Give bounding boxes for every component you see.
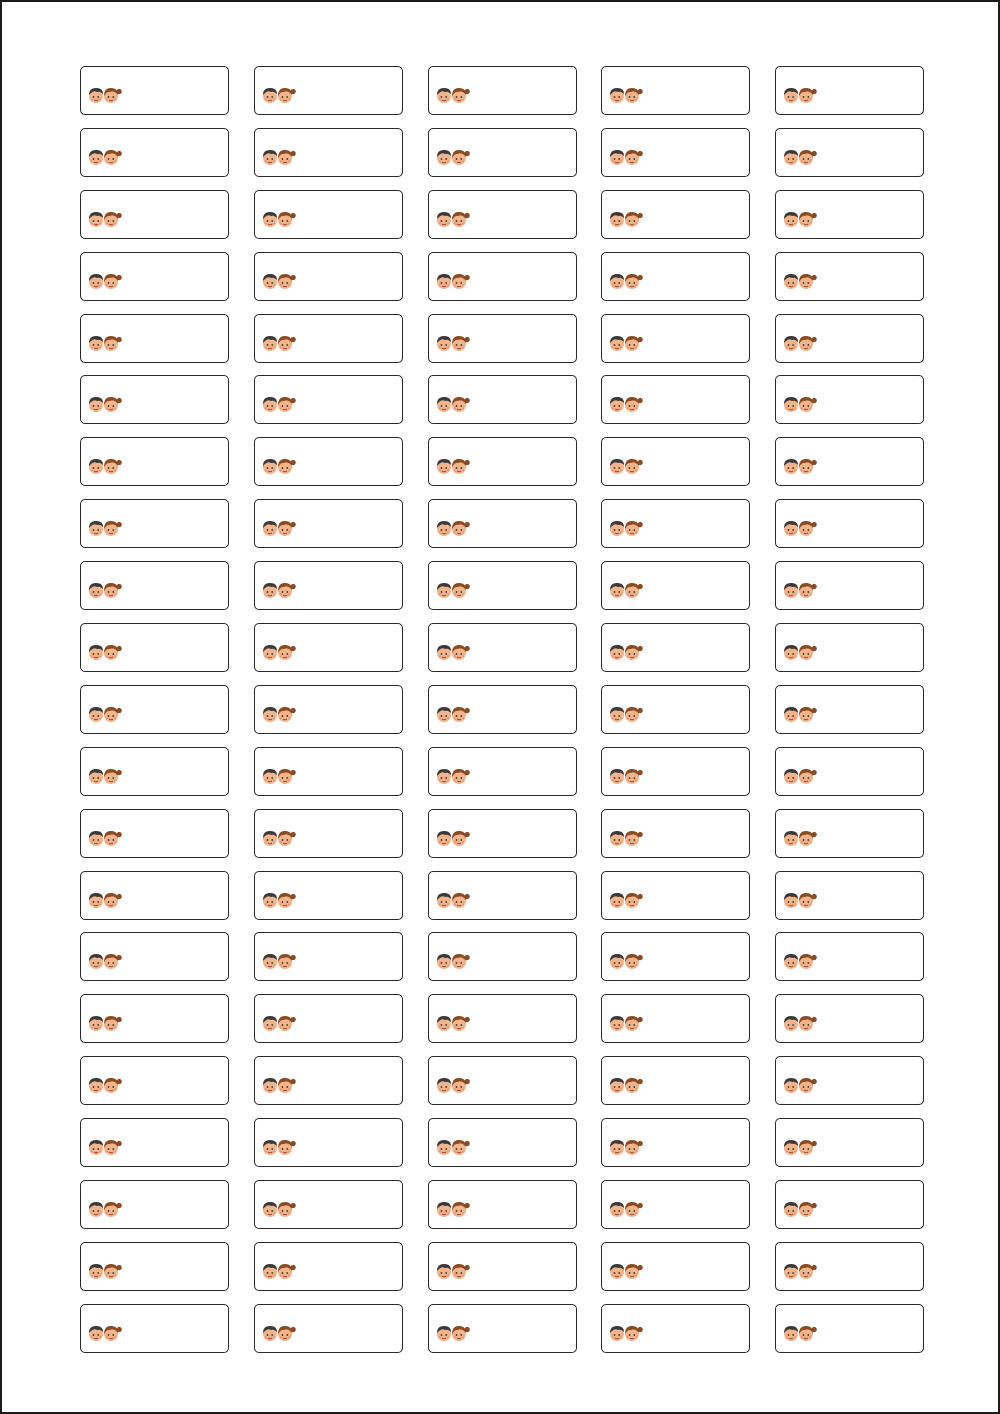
name-label (254, 128, 403, 177)
boy-and-girl-faces-icon (608, 147, 644, 167)
name-label (775, 561, 924, 610)
boy-and-girl-faces-icon (87, 394, 123, 414)
boy-and-girl-faces-icon (87, 951, 123, 971)
boy-and-girl-faces-icon (608, 704, 644, 724)
name-label (80, 499, 229, 548)
boy-and-girl-faces-icon (435, 394, 471, 414)
boy-and-girl-faces-icon (261, 1137, 297, 1157)
boy-and-girl-faces-icon (435, 147, 471, 167)
name-label (428, 314, 577, 363)
boy-and-girl-faces-icon (261, 1323, 297, 1343)
name-label (254, 994, 403, 1043)
name-label (80, 1180, 229, 1229)
boy-and-girl-faces-icon (782, 518, 818, 538)
name-label (601, 623, 750, 672)
boy-and-girl-faces-icon (782, 147, 818, 167)
boy-and-girl-faces-icon (435, 1075, 471, 1095)
boy-and-girl-faces-icon (435, 1137, 471, 1157)
name-label (601, 1056, 750, 1105)
boy-and-girl-faces-icon (261, 394, 297, 414)
boy-and-girl-faces-icon (87, 271, 123, 291)
name-label (428, 685, 577, 734)
boy-and-girl-faces-icon (435, 209, 471, 229)
name-label (775, 1118, 924, 1167)
boy-and-girl-faces-icon (608, 1323, 644, 1343)
name-label (601, 437, 750, 486)
name-label (80, 1056, 229, 1105)
name-label (254, 375, 403, 424)
name-label (428, 1242, 577, 1291)
name-label (428, 190, 577, 239)
name-label (601, 994, 750, 1043)
boy-and-girl-faces-icon (782, 456, 818, 476)
name-label (428, 561, 577, 610)
name-label (601, 314, 750, 363)
boy-and-girl-faces-icon (782, 1199, 818, 1219)
name-label (775, 1304, 924, 1353)
boy-and-girl-faces-icon (435, 704, 471, 724)
boy-and-girl-faces-icon (782, 828, 818, 848)
name-label (775, 747, 924, 796)
name-label (775, 809, 924, 858)
boy-and-girl-faces-icon (261, 704, 297, 724)
name-label (254, 314, 403, 363)
boy-and-girl-faces-icon (435, 518, 471, 538)
name-label (80, 375, 229, 424)
boy-and-girl-faces-icon (261, 890, 297, 910)
boy-and-girl-faces-icon (608, 209, 644, 229)
name-label (80, 128, 229, 177)
boy-and-girl-faces-icon (608, 828, 644, 848)
boy-and-girl-faces-icon (261, 580, 297, 600)
name-label (80, 561, 229, 610)
boy-and-girl-faces-icon (782, 1137, 818, 1157)
boy-and-girl-faces-icon (782, 271, 818, 291)
boy-and-girl-faces-icon (87, 85, 123, 105)
name-label (80, 747, 229, 796)
name-label (428, 1180, 577, 1229)
name-label (775, 128, 924, 177)
name-label (428, 1056, 577, 1105)
name-label (428, 499, 577, 548)
boy-and-girl-faces-icon (435, 642, 471, 662)
name-label (254, 871, 403, 920)
name-label (80, 871, 229, 920)
name-label (601, 128, 750, 177)
boy-and-girl-faces-icon (608, 890, 644, 910)
name-label (80, 66, 229, 115)
name-label (775, 1180, 924, 1229)
boy-and-girl-faces-icon (87, 456, 123, 476)
name-label (254, 437, 403, 486)
boy-and-girl-faces-icon (261, 456, 297, 476)
name-label (254, 747, 403, 796)
name-label (601, 375, 750, 424)
boy-and-girl-faces-icon (261, 1075, 297, 1095)
boy-and-girl-faces-icon (435, 1261, 471, 1281)
name-label (775, 994, 924, 1043)
boy-and-girl-faces-icon (608, 456, 644, 476)
name-label (428, 809, 577, 858)
name-label (601, 1304, 750, 1353)
name-label (775, 375, 924, 424)
name-label (428, 623, 577, 672)
boy-and-girl-faces-icon (608, 580, 644, 600)
name-label (80, 809, 229, 858)
boy-and-girl-faces-icon (608, 1199, 644, 1219)
boy-and-girl-faces-icon (435, 766, 471, 786)
boy-and-girl-faces-icon (435, 333, 471, 353)
boy-and-girl-faces-icon (608, 394, 644, 414)
boy-and-girl-faces-icon (87, 333, 123, 353)
name-label (254, 561, 403, 610)
boy-and-girl-faces-icon (261, 1261, 297, 1281)
name-label (775, 190, 924, 239)
boy-and-girl-faces-icon (87, 642, 123, 662)
name-label (80, 1118, 229, 1167)
name-label (428, 747, 577, 796)
name-label (601, 66, 750, 115)
boy-and-girl-faces-icon (608, 1075, 644, 1095)
boy-and-girl-faces-icon (608, 766, 644, 786)
boy-and-girl-faces-icon (608, 333, 644, 353)
boy-and-girl-faces-icon (782, 85, 818, 105)
boy-and-girl-faces-icon (261, 766, 297, 786)
name-label (254, 685, 403, 734)
boy-and-girl-faces-icon (87, 890, 123, 910)
boy-and-girl-faces-icon (87, 147, 123, 167)
boy-and-girl-faces-icon (87, 828, 123, 848)
name-label (601, 190, 750, 239)
boy-and-girl-faces-icon (87, 1261, 123, 1281)
name-label (80, 437, 229, 486)
boy-and-girl-faces-icon (435, 271, 471, 291)
boy-and-girl-faces-icon (782, 1261, 818, 1281)
name-label (775, 66, 924, 115)
name-label (254, 190, 403, 239)
boy-and-girl-faces-icon (87, 209, 123, 229)
name-label (80, 932, 229, 981)
name-label (254, 1304, 403, 1353)
name-label (775, 1056, 924, 1105)
name-label (601, 252, 750, 301)
name-label (601, 1118, 750, 1167)
boy-and-girl-faces-icon (261, 1013, 297, 1033)
label-grid (80, 66, 924, 1353)
boy-and-girl-faces-icon (782, 333, 818, 353)
boy-and-girl-faces-icon (782, 642, 818, 662)
boy-and-girl-faces-icon (608, 1261, 644, 1281)
name-label (775, 1242, 924, 1291)
boy-and-girl-faces-icon (782, 209, 818, 229)
name-label (80, 623, 229, 672)
name-label (428, 252, 577, 301)
boy-and-girl-faces-icon (782, 580, 818, 600)
boy-and-girl-faces-icon (608, 518, 644, 538)
name-label (254, 66, 403, 115)
boy-and-girl-faces-icon (435, 1323, 471, 1343)
name-label (601, 871, 750, 920)
name-label (80, 685, 229, 734)
name-label (80, 252, 229, 301)
boy-and-girl-faces-icon (261, 333, 297, 353)
name-label (80, 1242, 229, 1291)
boy-and-girl-faces-icon (87, 518, 123, 538)
name-label (775, 499, 924, 548)
boy-and-girl-faces-icon (608, 951, 644, 971)
name-label (428, 128, 577, 177)
name-label (601, 747, 750, 796)
name-label (601, 685, 750, 734)
boy-and-girl-faces-icon (87, 704, 123, 724)
name-label (601, 499, 750, 548)
boy-and-girl-faces-icon (435, 1013, 471, 1033)
name-label (775, 932, 924, 981)
boy-and-girl-faces-icon (87, 1075, 123, 1095)
name-label (428, 994, 577, 1043)
boy-and-girl-faces-icon (261, 209, 297, 229)
boy-and-girl-faces-icon (435, 1199, 471, 1219)
name-label (254, 252, 403, 301)
name-label (428, 437, 577, 486)
boy-and-girl-faces-icon (782, 766, 818, 786)
boy-and-girl-faces-icon (261, 951, 297, 971)
boy-and-girl-faces-icon (782, 394, 818, 414)
boy-and-girl-faces-icon (608, 85, 644, 105)
name-label (601, 561, 750, 610)
boy-and-girl-faces-icon (87, 766, 123, 786)
boy-and-girl-faces-icon (608, 642, 644, 662)
boy-and-girl-faces-icon (782, 890, 818, 910)
boy-and-girl-faces-icon (87, 1137, 123, 1157)
name-label (254, 499, 403, 548)
name-label (775, 437, 924, 486)
boy-and-girl-faces-icon (782, 704, 818, 724)
boy-and-girl-faces-icon (87, 1323, 123, 1343)
name-label (428, 375, 577, 424)
name-label (254, 623, 403, 672)
name-label (428, 871, 577, 920)
boy-and-girl-faces-icon (261, 271, 297, 291)
name-label (601, 932, 750, 981)
name-label (80, 314, 229, 363)
name-label (428, 932, 577, 981)
boy-and-girl-faces-icon (435, 580, 471, 600)
name-label (254, 1242, 403, 1291)
name-label (601, 1180, 750, 1229)
boy-and-girl-faces-icon (782, 1323, 818, 1343)
name-label (601, 809, 750, 858)
name-label (80, 994, 229, 1043)
name-label (428, 66, 577, 115)
boy-and-girl-faces-icon (608, 271, 644, 291)
name-label (775, 685, 924, 734)
name-label (601, 1242, 750, 1291)
boy-and-girl-faces-icon (608, 1013, 644, 1033)
boy-and-girl-faces-icon (782, 1075, 818, 1095)
boy-and-girl-faces-icon (261, 85, 297, 105)
boy-and-girl-faces-icon (435, 85, 471, 105)
boy-and-girl-faces-icon (435, 456, 471, 476)
name-label (254, 1056, 403, 1105)
name-label (254, 1118, 403, 1167)
name-label (80, 190, 229, 239)
name-label (254, 809, 403, 858)
boy-and-girl-faces-icon (435, 890, 471, 910)
name-label (254, 932, 403, 981)
name-label (428, 1304, 577, 1353)
boy-and-girl-faces-icon (87, 580, 123, 600)
name-label (80, 1304, 229, 1353)
boy-and-girl-faces-icon (261, 518, 297, 538)
boy-and-girl-faces-icon (435, 828, 471, 848)
boy-and-girl-faces-icon (261, 147, 297, 167)
boy-and-girl-faces-icon (782, 1013, 818, 1033)
name-label (428, 1118, 577, 1167)
boy-and-girl-faces-icon (87, 1013, 123, 1033)
boy-and-girl-faces-icon (608, 1137, 644, 1157)
name-label (775, 871, 924, 920)
boy-and-girl-faces-icon (261, 642, 297, 662)
name-label (775, 623, 924, 672)
name-label (775, 252, 924, 301)
name-label (775, 314, 924, 363)
boy-and-girl-faces-icon (782, 951, 818, 971)
boy-and-girl-faces-icon (435, 951, 471, 971)
name-label (254, 1180, 403, 1229)
boy-and-girl-faces-icon (261, 828, 297, 848)
boy-and-girl-faces-icon (261, 1199, 297, 1219)
boy-and-girl-faces-icon (87, 1199, 123, 1219)
